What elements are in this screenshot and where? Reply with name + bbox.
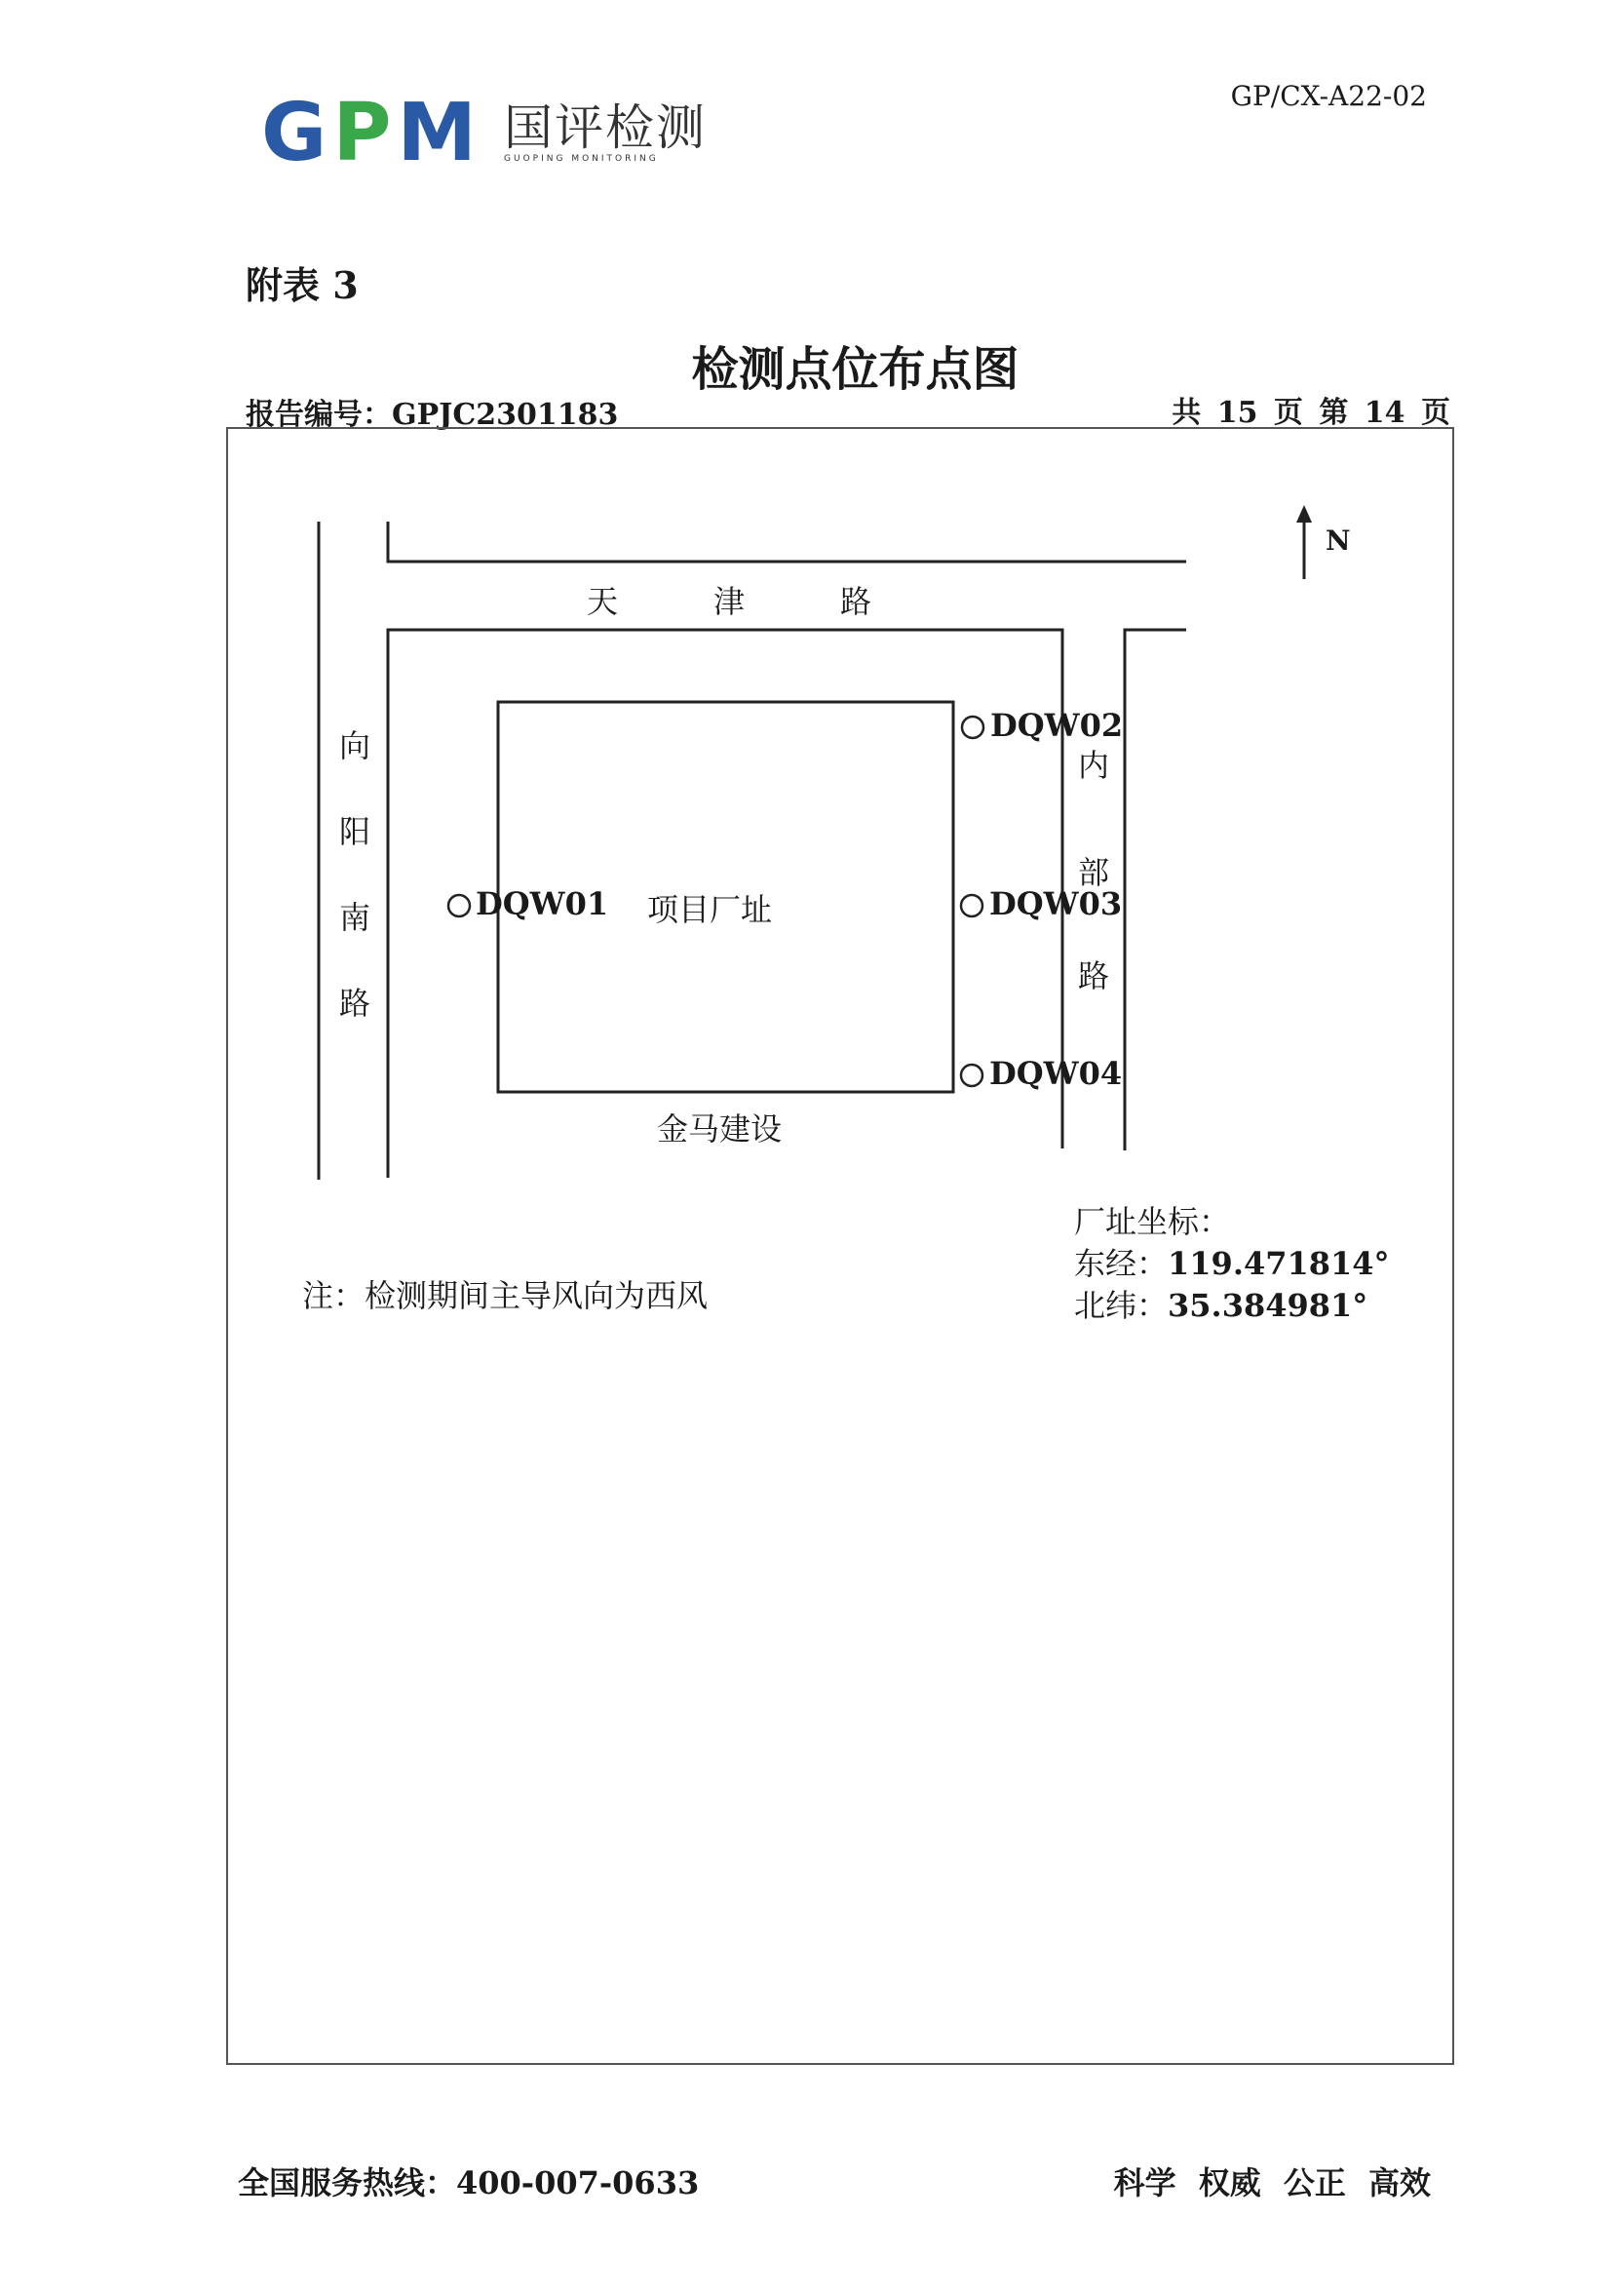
longitude-label: 东经：: [1074, 1245, 1169, 1282]
road-north-char-3: 路: [840, 583, 872, 620]
logo-text: [504, 99, 708, 164]
document-code: GP/CX-A22-02: [1230, 80, 1427, 112]
south-neighbor-label: 金马建设: [657, 1110, 783, 1148]
point-label-dqw03: DQW03: [989, 885, 1123, 922]
longitude-row: [1074, 1243, 1390, 1285]
road-east-char-1: 内: [1077, 747, 1109, 784]
coordinates-heading: 厂址坐标：: [1074, 1203, 1231, 1240]
road-north-char-1: 天: [587, 583, 619, 620]
road-east-char-3: 路: [1077, 957, 1109, 994]
site-coordinates: [1074, 1201, 1390, 1327]
point-marker-dqw03: [961, 895, 982, 916]
road-west-char-4: 路: [338, 985, 370, 1022]
point-label-dqw04: DQW04: [989, 1055, 1123, 1092]
latitude-value: 35.384981°: [1168, 1287, 1368, 1324]
logo-chinese-name: 国评检测: [504, 99, 708, 156]
point-marker-dqw01: [448, 895, 470, 916]
logo-english-name: GUOPING MONITORING: [504, 154, 659, 164]
road-north-upper-edge: [388, 522, 1186, 562]
point-label-dqw01: DQW01: [476, 885, 609, 922]
latitude-row: [1074, 1285, 1390, 1327]
longitude-value: 119.471814°: [1168, 1245, 1390, 1282]
road-north-char-2: 津: [713, 583, 746, 620]
north-label: N: [1326, 525, 1351, 557]
wind-note: 注：检测期间主导风向为西风: [302, 1277, 709, 1314]
report-number: 报告编号：GPJC2301183: [246, 398, 619, 432]
latitude-label: 北纬：: [1074, 1287, 1169, 1324]
company-slogan: 科学 权威 公正 高效: [1113, 2164, 1431, 2201]
road-west-char-1: 向: [338, 727, 370, 764]
company-logo: [261, 87, 708, 179]
logo-letter-g: G: [261, 87, 333, 179]
logo-letter-p: P: [332, 87, 398, 179]
logo-letters: [261, 87, 483, 179]
site-map: [226, 427, 1454, 2065]
page-title: 检测点位布点图: [691, 342, 1020, 397]
point-marker-dqw02: [962, 717, 983, 738]
page-info: 共 15 页 第 14 页: [1172, 396, 1450, 430]
road-west-char-3: 南: [338, 899, 370, 936]
road-east-outer-edge: [1125, 630, 1186, 1150]
road-west-char-2: 阳: [338, 813, 370, 850]
north-arrow-icon: [1296, 505, 1312, 579]
logo-letter-m: M: [397, 87, 483, 179]
project-site-label: 项目厂址: [647, 891, 773, 928]
point-label-dqw02: DQW02: [990, 707, 1124, 744]
appendix-label: 附表 3: [246, 263, 359, 307]
road-east-char-2: 部: [1077, 854, 1109, 891]
service-hotline: 全国服务热线：400-007-0633: [238, 2164, 700, 2201]
point-marker-dqw04: [961, 1065, 982, 1086]
